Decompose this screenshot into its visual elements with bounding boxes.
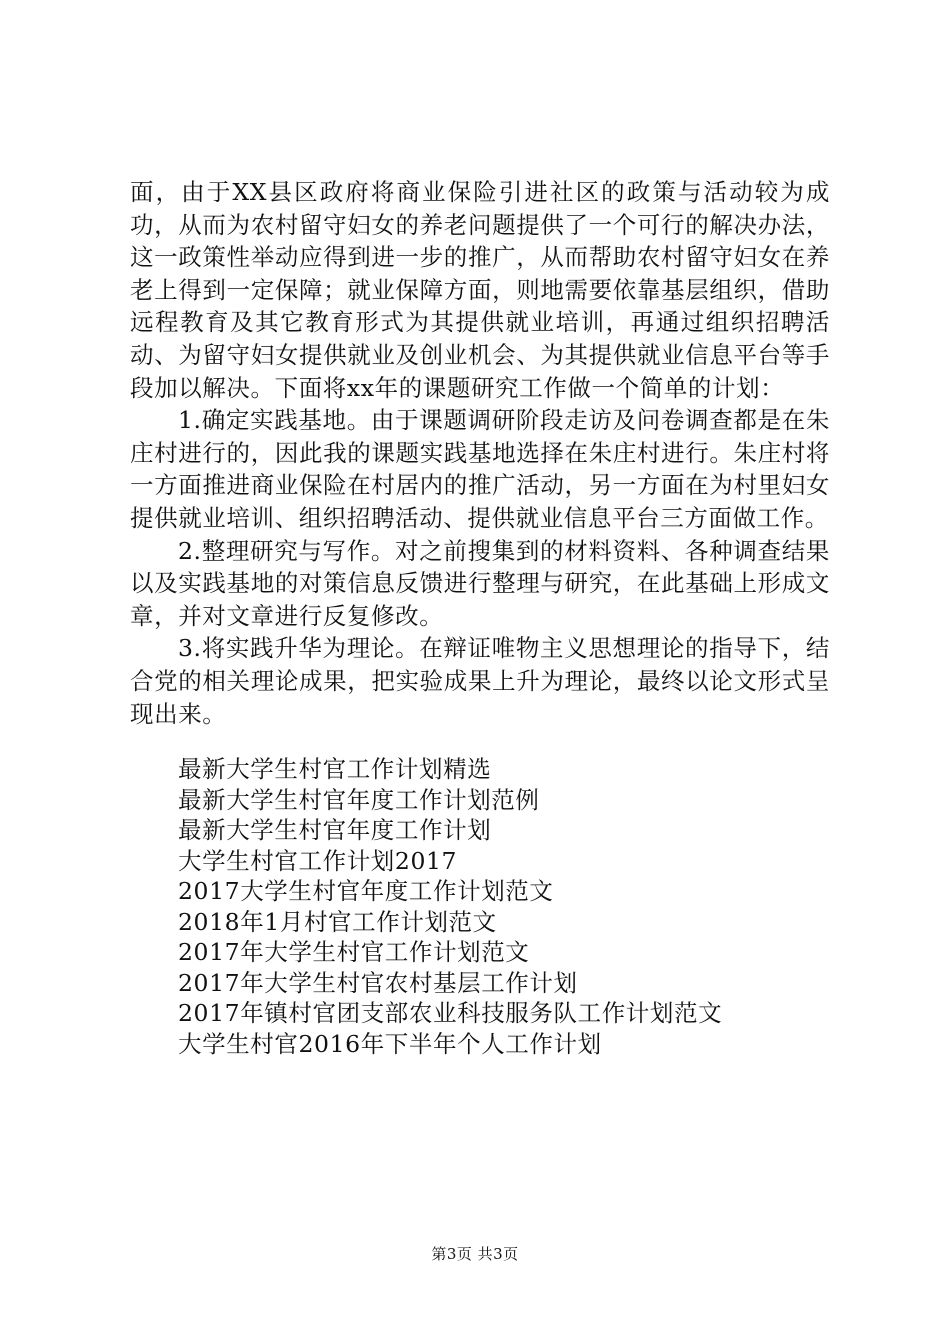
document-body	[130, 176, 830, 730]
related-link[interactable]: 2017年大学生村官工作计划范文	[178, 938, 530, 966]
related-links-list	[178, 754, 818, 1059]
related-link[interactable]: 大学生村官工作计划2017	[178, 846, 458, 875]
related-link[interactable]: 大学生村官2016年下半年个人工作计划	[178, 1029, 602, 1058]
paragraph-item-2: 2.整理研究与写作。对之前搜集到的材料资料、各种调查结果以及实践基地的对策信息反馈进行整理与研究，在此基础上形成文章，并对文章进行反复修改。	[130, 536, 830, 630]
related-link[interactable]: 2017大学生村官年度工作计划范文	[178, 877, 554, 905]
related-link[interactable]: 2017年镇村官团支部农业科技服务队工作计划范文	[178, 999, 723, 1027]
related-link[interactable]: 最新大学生村官工作计划精选	[178, 755, 492, 783]
related-link[interactable]: 最新大学生村官年度工作计划范例	[178, 785, 540, 814]
related-link[interactable]: 2017年大学生村官农村基层工作计划	[178, 968, 578, 997]
paragraph-continuation: 面，由于XX县区政府将商业保险引进社区的政策与活动较为成功，从而为农村留守妇女的养老问题提供了一个可行的解决办法，这一政策性举动应得到进一步的推广，从而帮助农村留守妇女在养老上得到一定保障；就业保障方面，则地需要依靠基层组织，借助远程教育及其它教育形式为其提供就业培训，再通过组织招聘活动、为留守妇女提供就业及创业机会、为其提供就业信息平台等手段加以解决。下面将xx年的课题研究工作做一个简单的计划：	[130, 178, 830, 402]
related-link[interactable]: 2018年1月村官工作计划范文	[178, 907, 497, 936]
paragraph-item-1: 1.确定实践基地。由于课题调研阶段走访及问卷调查都是在朱庄村进行的，因此我的课题实践基地选择在朱庄村进行。朱庄村将一方面推进商业保险在村居内的推广活动，另一方面在为村里妇女提供就业培训、组织招聘活动、提供就业信息平台三方面做工作。	[130, 406, 830, 532]
paragraph-item-3: 3.将实践升华为理论。在辩证唯物主义思想理论的指导下，结合党的相关理论成果，把实验成果上升为理论，最终以论文形式呈现出来。	[130, 634, 830, 728]
page-number-footer: 第3页 共3页	[431, 1245, 519, 1263]
related-link[interactable]: 最新大学生村官年度工作计划	[178, 816, 492, 844]
